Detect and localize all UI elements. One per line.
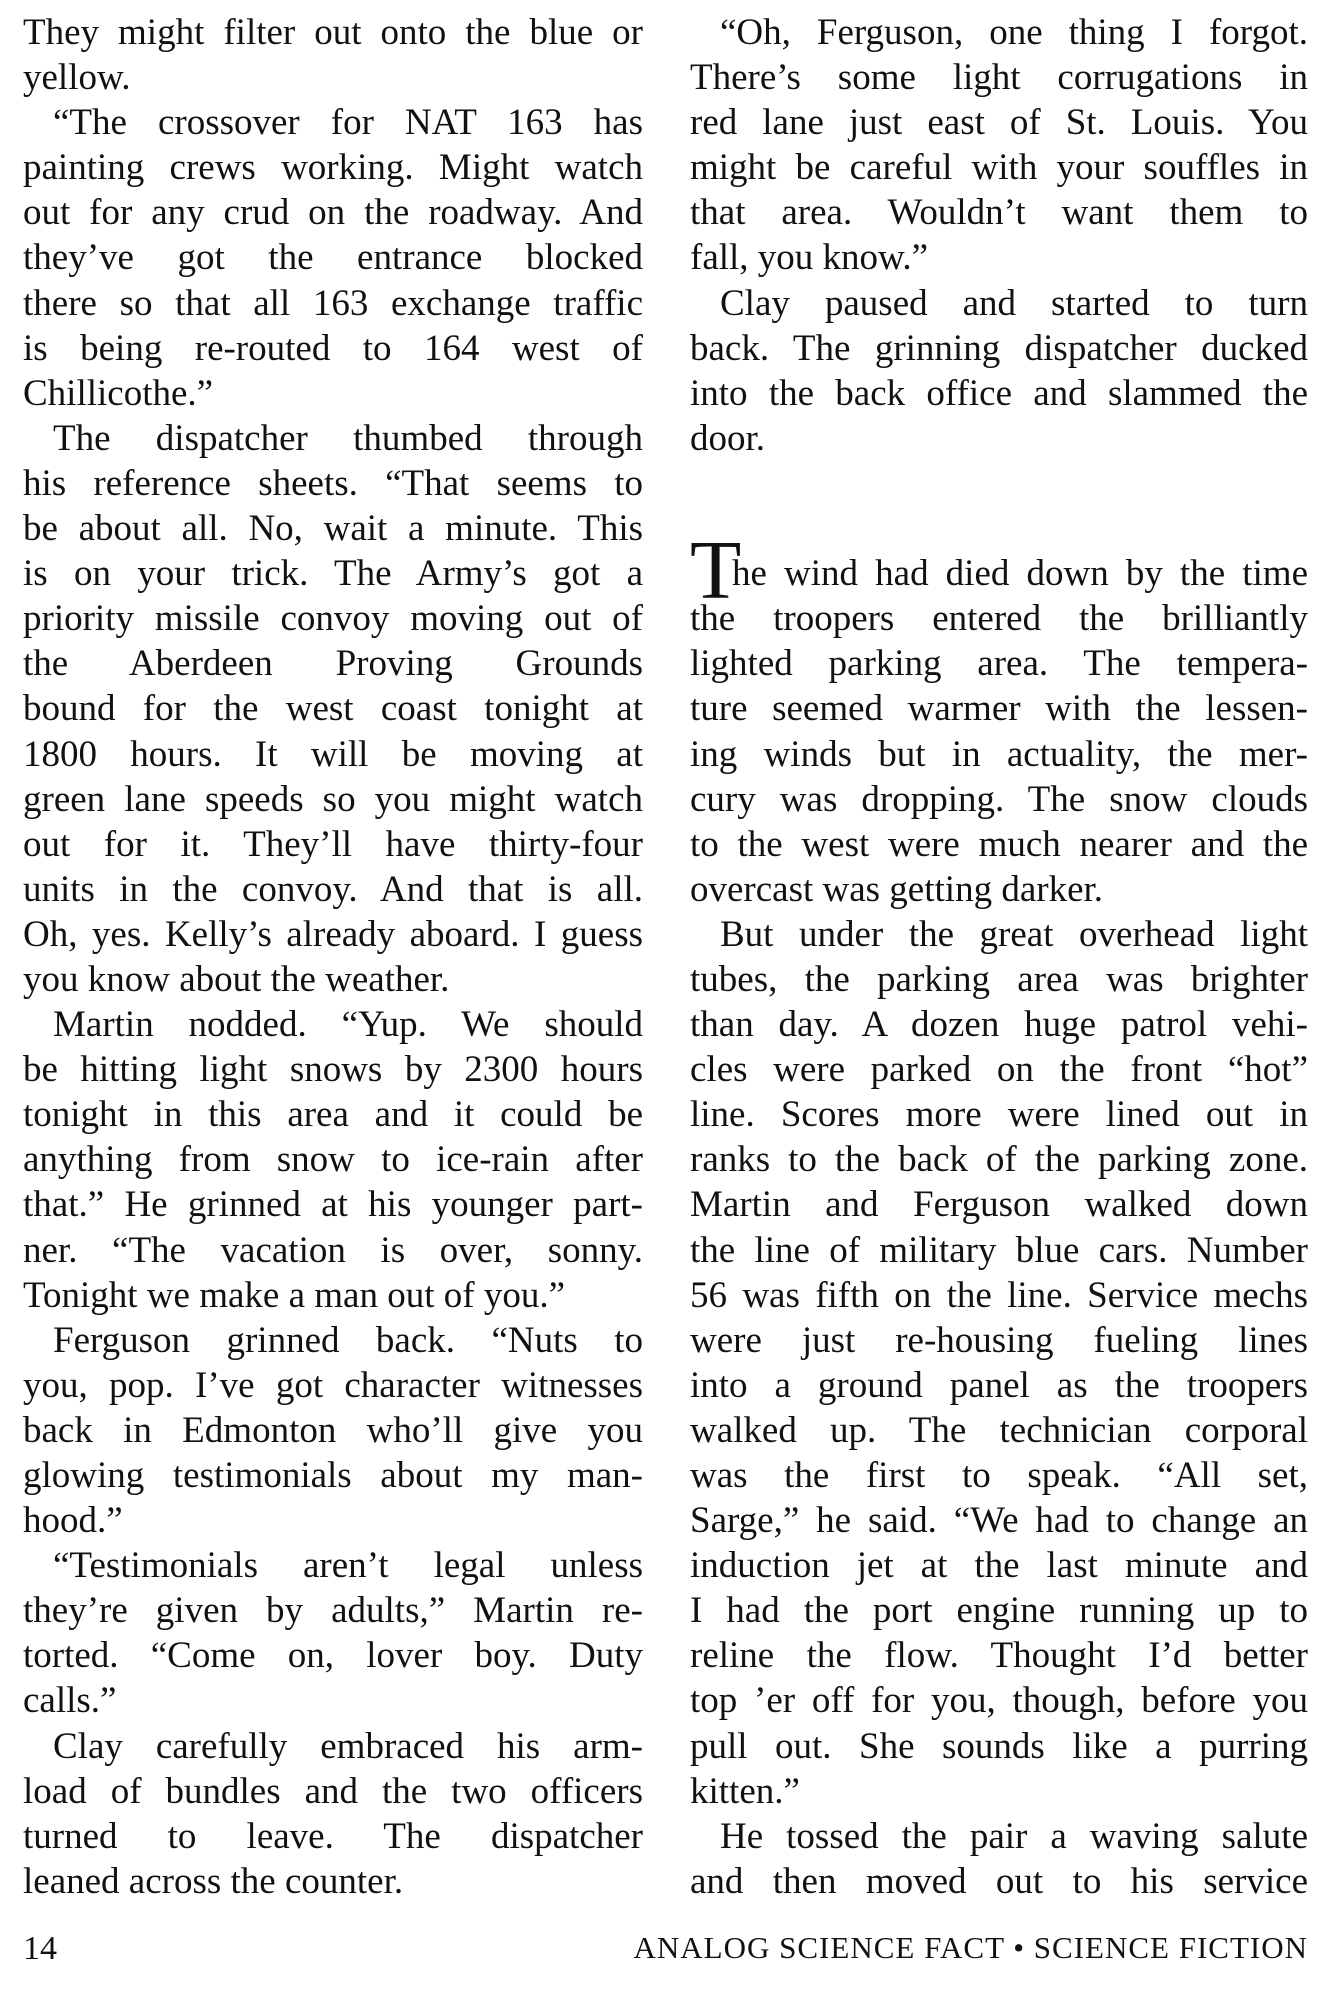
text-line <box>23 1318 643 1363</box>
text-line <box>690 1228 1308 1273</box>
text-line <box>23 1092 643 1137</box>
text-line <box>23 461 643 506</box>
text-line <box>690 235 1308 280</box>
line-text: priority missile convoy moving out of <box>23 598 643 640</box>
text-line <box>690 1182 1308 1227</box>
text-line <box>23 867 643 912</box>
line-text: There’s some light corrugations in <box>690 57 1308 99</box>
text-line <box>690 326 1308 371</box>
text-line <box>690 1137 1308 1182</box>
line-text: He tossed the pair a waving salute <box>720 1815 1308 1857</box>
text-line <box>23 1769 643 1814</box>
text-line <box>690 190 1308 235</box>
line-text: 1800 hours. It will be moving at <box>23 733 643 775</box>
text-line <box>23 1859 643 1904</box>
line-text: be hitting light snows by 2300 hours <box>23 1049 643 1091</box>
text-line <box>23 1588 643 1633</box>
line-text: you, pop. I’ve got character witnesses <box>23 1364 643 1406</box>
line-text: tonight in this area and it could be <box>23 1094 643 1136</box>
text-line <box>690 1588 1308 1633</box>
line-text: the troopers entered the brilliantly <box>690 598 1308 640</box>
line-text: is being re-routed to 164 west of <box>23 327 643 369</box>
line-text: tubes, the parking area was brighter <box>690 958 1308 1000</box>
line-text: out for any crud on the roadway. And <box>23 192 643 234</box>
line-text: Tonight we make a man out of you.” <box>23 1274 565 1316</box>
line-text: torted. “Come on, lover boy. Duty <box>23 1635 643 1677</box>
drop-cap: T <box>690 524 742 618</box>
text-line <box>23 1002 643 1047</box>
line-text: hood.” <box>23 1500 123 1542</box>
text-line <box>690 145 1308 190</box>
text-line <box>690 1769 1308 1814</box>
text-line <box>23 145 643 190</box>
line-text: cury was dropping. The snow clouds <box>690 778 1308 820</box>
line-text: “The crossover for NAT 163 has <box>53 102 643 144</box>
text-line <box>690 912 1308 957</box>
line-text: into a ground panel as the troopers <box>690 1364 1308 1406</box>
text-line <box>690 1724 1308 1769</box>
text-line <box>690 1363 1308 1408</box>
line-text: Martin nodded. “Yup. We should <box>53 1004 643 1046</box>
line-text: 56 was fifth on the line. Service mechs <box>690 1274 1308 1316</box>
text-line <box>690 596 1308 641</box>
text-line <box>690 506 1308 551</box>
text-line <box>690 371 1308 416</box>
line-text: and then moved out to his service <box>690 1860 1308 1902</box>
line-text: They might filter out onto the blue or <box>23 12 643 53</box>
line-text: “Oh, Ferguson, one thing I forgot. <box>720 12 1308 53</box>
line-text: turned to leave. The dispatcher <box>23 1815 643 1857</box>
text-line <box>690 1453 1308 1498</box>
text-line <box>23 1678 643 1723</box>
line-text: door. <box>690 417 766 459</box>
text-line <box>23 1724 643 1769</box>
line-text: back in Edmonton who’ll give you <box>23 1409 643 1451</box>
line-text: fall, you know.” <box>690 237 929 279</box>
text-line <box>23 822 643 867</box>
text-line <box>23 371 643 416</box>
text-line <box>23 416 643 461</box>
line-text: out for it. They’ll have thirty-four <box>23 823 643 865</box>
text-line <box>690 1047 1308 1092</box>
line-text: ing winds but in actuality, the mer- <box>690 733 1308 775</box>
line-text: Martin and Ferguson walked down <box>690 1184 1308 1226</box>
text-line <box>690 732 1308 777</box>
line-text: the Aberdeen Proving Grounds <box>23 643 643 685</box>
text-line <box>23 1453 643 1498</box>
text-line <box>690 1498 1308 1543</box>
line-text: into the back office and slammed the <box>690 372 1308 414</box>
line-text: glowing testimonials about my man- <box>23 1455 643 1496</box>
text-line <box>690 10 1308 55</box>
text-column-left <box>23 10 643 1904</box>
text-line <box>690 55 1308 100</box>
line-text: Sarge,” he said. “We had to change an <box>690 1500 1308 1542</box>
line-text: Clay paused and started to turn <box>720 282 1308 324</box>
line-text: painting crews working. Might watch <box>23 147 643 189</box>
line-text: that.” He grinned at his younger part- <box>23 1184 643 1226</box>
text-line <box>23 281 643 326</box>
text-line <box>23 957 643 1002</box>
text-line <box>690 822 1308 867</box>
text-line <box>23 1408 643 1453</box>
text-line <box>690 641 1308 686</box>
line-text: pull out. She sounds like a purring <box>690 1725 1308 1767</box>
text-line <box>23 326 643 371</box>
line-text: induction jet at the last minute and <box>690 1545 1308 1587</box>
text-line <box>690 461 1308 506</box>
line-text: the line of military blue cars. Number <box>690 1229 1308 1271</box>
text-line <box>690 1633 1308 1678</box>
line-text: to the west were much nearer and the <box>690 823 1308 865</box>
text-line <box>23 506 643 551</box>
line-text: leaned across the counter. <box>23 1860 404 1902</box>
line-text: top ’er off for you, though, before you <box>690 1680 1308 1722</box>
text-line <box>23 1633 643 1678</box>
text-line <box>690 777 1308 822</box>
text-line <box>690 1543 1308 1588</box>
text-line <box>23 190 643 235</box>
text-line <box>690 1678 1308 1723</box>
line-text: than day. A dozen huge patrol vehi- <box>690 1004 1308 1046</box>
text-line <box>690 957 1308 1002</box>
page-number: 14 <box>23 1930 57 1967</box>
line-text: cles were parked on the front “hot” <box>690 1049 1308 1091</box>
line-text: bound for the west coast tonight at <box>23 688 643 730</box>
line-text: be about all. No, wait a minute. This <box>23 508 643 550</box>
line-text: yellow. <box>23 57 131 99</box>
line-text: kitten.” <box>690 1770 800 1812</box>
text-line <box>23 912 643 957</box>
text-line <box>690 1318 1308 1363</box>
line-text: Oh, yes. Kelly’s already aboard. I guess <box>23 913 643 955</box>
text-line <box>23 10 643 55</box>
line-text: reline the flow. Thought I’d better <box>690 1635 1308 1677</box>
text-line <box>23 1273 643 1318</box>
text-line <box>23 1047 643 1092</box>
line-text: they’ve got the entrance blocked <box>23 237 643 279</box>
line-text: back. The grinning dispatcher ducked <box>690 327 1308 369</box>
text-line <box>23 1543 643 1588</box>
line-text: Clay carefully embraced his arm- <box>53 1725 643 1767</box>
text-line <box>23 1814 643 1859</box>
line-text: you know about the weather. <box>23 958 450 1000</box>
line-text: his reference sheets. “That seems to <box>23 462 643 504</box>
text-line <box>23 1137 643 1182</box>
text-line <box>23 641 643 686</box>
text-line <box>690 1408 1308 1453</box>
line-text: red lane just east of St. Louis. You <box>690 102 1308 144</box>
line-text: overcast was getting darker. <box>690 868 1104 910</box>
line-text: ture seemed warmer with the lessen- <box>690 688 1308 730</box>
text-line <box>690 867 1308 912</box>
text-line <box>23 1182 643 1227</box>
text-line <box>690 524 1308 618</box>
text-line <box>23 1228 643 1273</box>
line-text: calls.” <box>23 1680 117 1722</box>
text-line <box>23 100 643 145</box>
line-text: might be careful with your souffles in <box>690 147 1308 189</box>
line-text: ranks to the back of the parking zone. <box>690 1139 1308 1181</box>
line-text: line. Scores more were lined out in <box>690 1094 1308 1136</box>
line-text: walked up. The technician corporal <box>690 1409 1308 1451</box>
line-text: But under the great overhead light <box>720 913 1308 955</box>
line-text: “Testimonials aren’t legal unless <box>53 1545 643 1587</box>
text-line <box>690 281 1308 326</box>
line-text: Chillicothe.” <box>23 372 214 414</box>
line-text: lighted parking area. The tempera- <box>690 643 1308 685</box>
line-text: were just re-housing fueling lines <box>690 1319 1308 1361</box>
line-text: he wind had died down by the time <box>732 553 1308 595</box>
line-text: anything from snow to ice-rain after <box>23 1139 643 1181</box>
line-text: that area. Wouldn’t want them to <box>690 192 1308 234</box>
text-line <box>23 596 643 641</box>
text-line <box>23 235 643 280</box>
text-line <box>23 1498 643 1543</box>
line-text: green lane speeds so you might watch <box>23 778 643 820</box>
text-line <box>23 55 643 100</box>
line-text: is on your trick. The Army’s got a <box>23 553 643 595</box>
text-line <box>690 686 1308 731</box>
line-text: ner. “The vacation is over, sonny. <box>23 1229 643 1271</box>
line-text: The dispatcher thumbed through <box>53 417 643 459</box>
text-line <box>690 416 1308 461</box>
line-text: was the first to speak. “All set, <box>690 1455 1308 1496</box>
text-line <box>690 1273 1308 1318</box>
text-line <box>690 1859 1308 1904</box>
line-text: units in the convoy. And that is all. <box>23 868 643 910</box>
text-line <box>690 1092 1308 1137</box>
text-line <box>23 732 643 777</box>
line-text: there so that all 163 exchange traffic <box>23 282 643 324</box>
line-text: Ferguson grinned back. “Nuts to <box>53 1319 643 1361</box>
text-line <box>690 1002 1308 1047</box>
text-line <box>23 686 643 731</box>
text-line <box>23 551 643 596</box>
line-text: they’re given by adults,” Martin re- <box>23 1590 643 1632</box>
text-line <box>23 777 643 822</box>
text-column-right <box>690 10 1308 1904</box>
line-text: I had the port engine running up to <box>690 1590 1308 1632</box>
text-line <box>690 100 1308 145</box>
line-text: load of bundles and the two officers <box>23 1770 643 1812</box>
text-line <box>23 1363 643 1408</box>
text-line <box>690 1814 1308 1859</box>
running-head: ANALOG SCIENCE FACT • SCIENCE FICTION <box>633 1930 1308 1965</box>
